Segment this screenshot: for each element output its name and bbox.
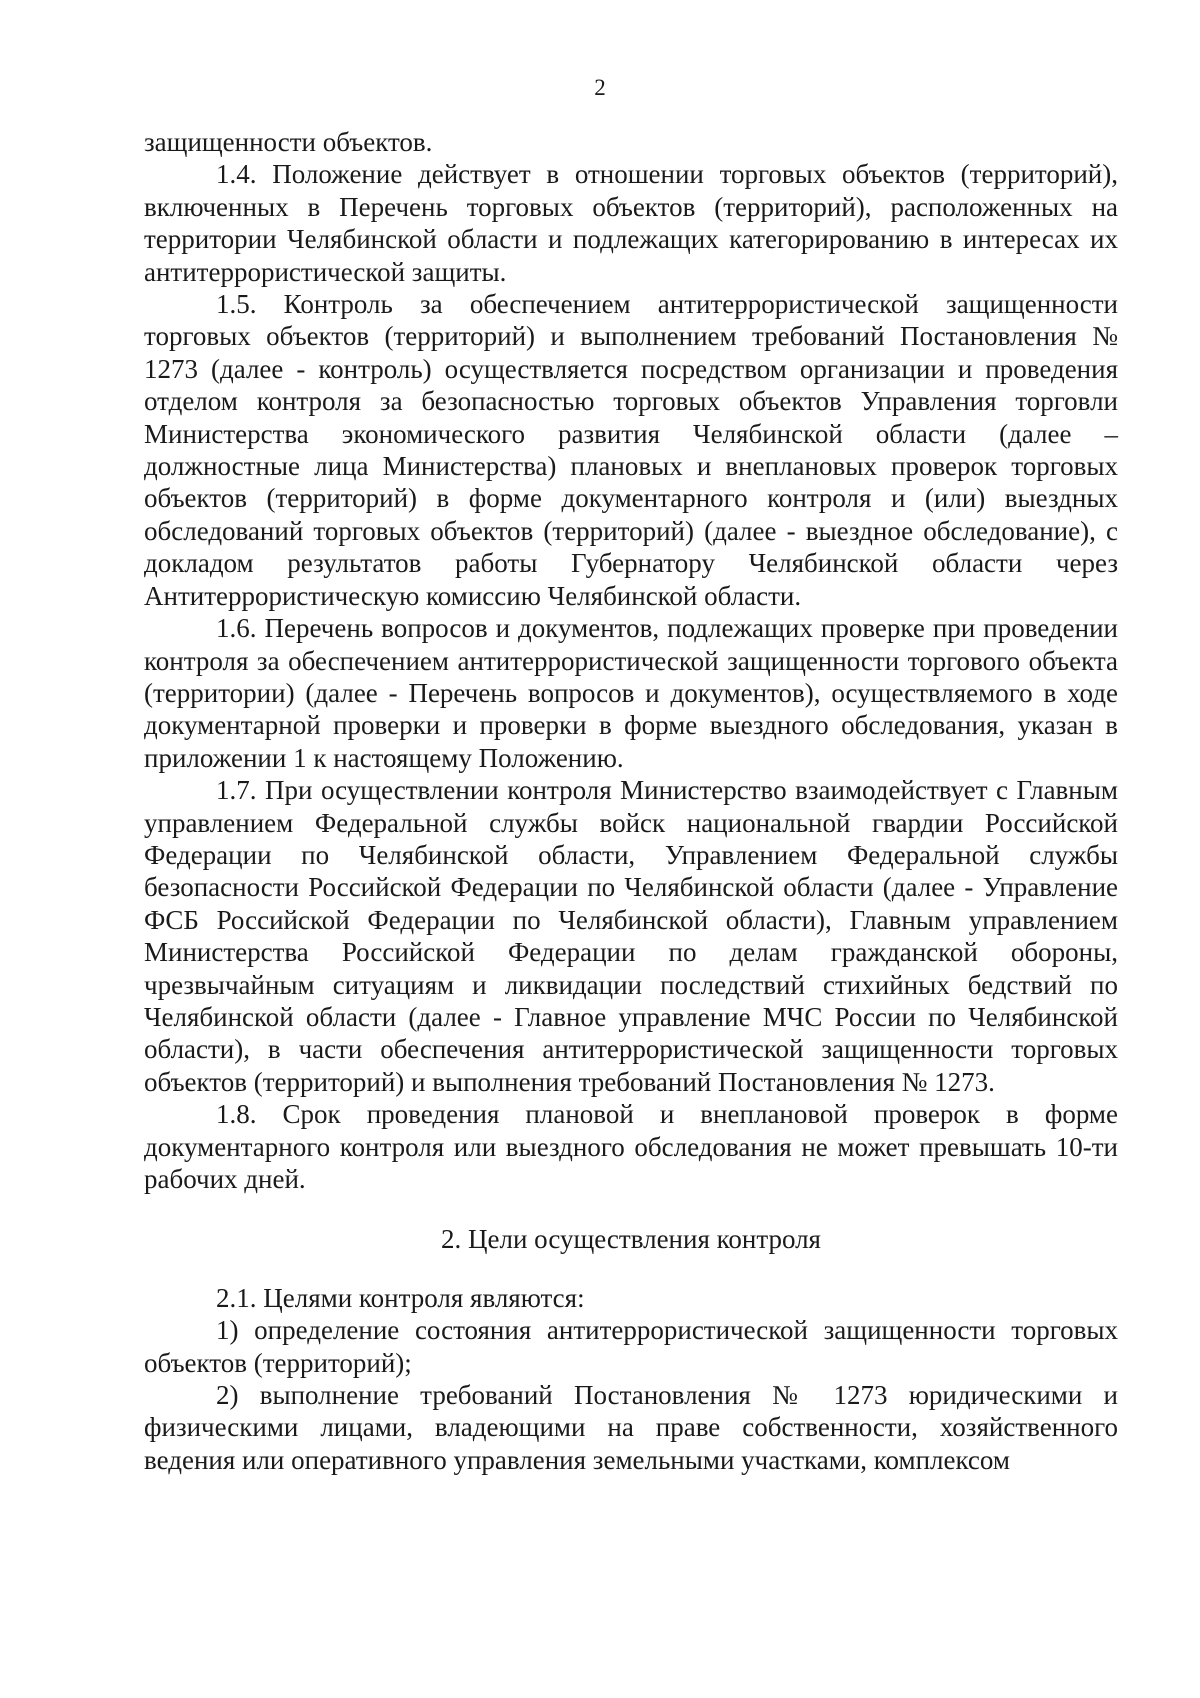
paragraph: 2.1. Целями контроля являются: (216, 1282, 585, 1313)
paragraph: 2) выполнение требований Постановления № 1273 юридическими и физическими лицами, владеющими на праве собственности, хозяйственного ведения или оперативного управления земельными участками, комплексом (144, 1380, 1118, 1475)
section-heading: 2. Цели осуществления контроля (441, 1224, 821, 1255)
paragraph: 1.7. При осуществлении контроля Министерство взаимодействует с Главным управлением Федеральной службы войск национальной гвардии Российской Федерации по Челябинской области, Управлением Федеральной службы безопасности Российской Федерации по Челябинской области (далее - Управление ФСБ Российской Федерации по Челябинской области), Главным управлением Министерства Российской Федерации по делам гражданской обороны, чрезвычайным ситуациям и ликвидации последствий стихийных бедствий по Челябинской области (далее - Главное управление МЧС России по Челябинской области), в части обеспечения антитеррористической защищенности торговых объектов (территорий) и выполнения требований Постановления № 1273. (144, 775, 1118, 1097)
paragraph: 1.4. Положение действует в отношении торговых объектов (территорий), включенных в Перечень торговых объектов (территорий), расположенных на территории Челябинской области и подлежащих категорированию в интересах их антитеррористической защиты. (144, 159, 1118, 287)
paragraphs-before-heading (144, 126, 1118, 1195)
paragraph: 1.8. Срок проведения плановой и внеплановой проверок в форме документарного контроля или выездного обследования не может превышать 10-ти рабочих дней. (144, 1099, 1118, 1194)
paragraphs-after-heading (144, 1282, 1118, 1476)
paragraph: 1) определение состояния антитеррористической защищенности торговых объектов (территорий); (144, 1315, 1118, 1378)
paragraph: 1.5. Контроль за обеспечением антитеррористической защищенности торговых объектов (территорий) и выполнением требований Постановления № 1273 (далее - контроль) осуществляется посредством организации и проведения отделом контроля за безопасностью торговых объектов Управления торговли Министерства экономического развития Челябинской области (далее – должностные лица Министерства) плановых и внеплановых проверок торговых объектов (территорий) в форме документарного контроля и (или) выездных обследований торговых объектов (территорий) (далее - выездное обследование), с докладом результатов работы Губернатору Челябинской области через Антитеррористическую комиссию Челябинской области. (144, 289, 1118, 611)
document-body (144, 126, 1118, 1476)
paragraph: защищенности объектов. (144, 127, 433, 157)
paragraph: 1.6. Перечень вопросов и документов, подлежащих проверке при проведении контроля за обеспечением антитеррористической защищенности торгового объекта (территории) (далее - Перечень вопросов и документов), осуществляемого в ходе документарной проверки и проверки в форме выездного обследования, указан в приложении 1 к настоящему Положению. (144, 613, 1118, 773)
page-number: 2 (594, 75, 606, 100)
